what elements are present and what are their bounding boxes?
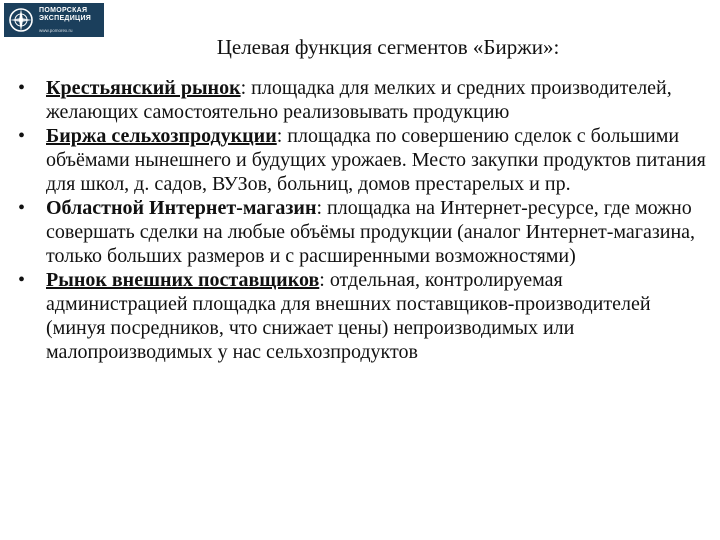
compass-emblem-icon <box>8 7 34 33</box>
slide-title: Целевая функция сегментов «Биржи»: <box>216 35 560 59</box>
item-description: : площадка по совершению сделок с большими объёмами нынешнего и будущих урожаев. Место закупки продуктов питания для школ, д. садов, ВУЗов, больниц, домов престарелых и пр. <box>46 125 706 195</box>
item-description: : площадка на Интернет-ресурсе, где можно совершать сделки на любые объёмы продукции (аналог Интернет-магазина, только больших размеров и с расширенными возможностями) <box>46 197 696 267</box>
logo <box>4 3 104 37</box>
logo-line-1: ПОМОРСКАЯ <box>39 7 88 14</box>
segment-list <box>18 76 708 364</box>
bullet: • <box>18 269 26 291</box>
item-term: Крестьянский рынок <box>46 77 241 99</box>
logo-line-2: ЭКСПЕДИЦИЯ <box>39 15 92 22</box>
logo-subtext: www.pomorex.ru <box>39 28 73 33</box>
item-term: Рынок внешних поставщиков <box>46 269 320 291</box>
bullet: • <box>18 197 26 219</box>
item-description: : площадка для мелких и средних производителей, желающих самостоятельно реализовывать продукцию <box>46 77 672 123</box>
list-item <box>18 196 708 268</box>
item-term: Областной Интернет-магазин <box>46 197 317 219</box>
bullet: • <box>18 77 26 99</box>
list-item <box>18 268 708 364</box>
item-term: Биржа сельхозпродукции <box>46 125 277 147</box>
logo-text <box>39 7 91 23</box>
bullet: • <box>18 125 26 147</box>
list-item <box>18 124 708 196</box>
list-item <box>18 76 708 124</box>
item-description: : отдельная, контролируемая администрацией площадка для внешних поставщиков-производителей (минуя посредников, что снижает цены) непроизводимых или малопроизводимых у нас сельхозпродуктов <box>46 269 651 363</box>
